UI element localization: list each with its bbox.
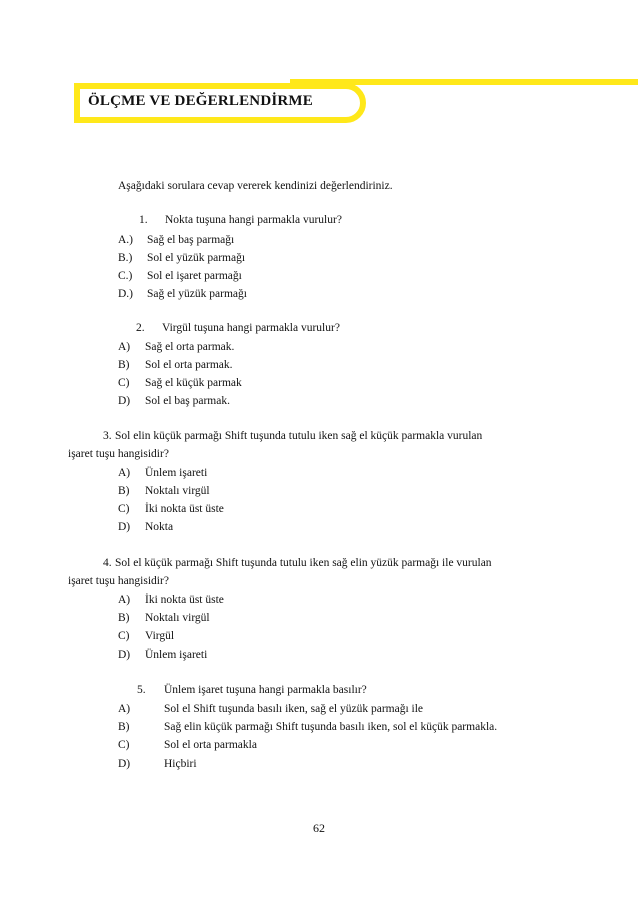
question-3-number: 3. (103, 430, 112, 442)
question-5-option-c-text: Sol el orta parmakla (164, 739, 257, 751)
question-2-option-c-key: C) (118, 377, 130, 389)
question-1-option-c-key: C.) (118, 270, 133, 282)
question-1-text: Nokta tuşuna hangi parmakla vurulur? (165, 214, 342, 226)
question-5-option-d-key: D) (118, 758, 131, 770)
question-1-option-a-text: Sağ el baş parmağı (147, 234, 235, 246)
question-4-option-c-key: C) (118, 630, 130, 642)
question-2-option-b-text: Sol el orta parmak. (145, 359, 233, 371)
question-2-text: Virgül tuşuna hangi parmakla vurulur? (162, 322, 340, 334)
question-3-option-d-text: Nokta (145, 521, 174, 533)
question-5-text: Ünlem işaret tuşuna hangi parmakla basılır? (164, 684, 367, 696)
question-1-option-b-key: B.) (118, 252, 133, 264)
question-3-option-c-text: İki nokta üst üste (145, 503, 224, 515)
question-4-option-c-text: Virgül (145, 630, 175, 642)
question-5-option-b-text: Sağ elin küçük parmağı Shift tuşunda basılı iken, sol el küçük parmakla. (164, 721, 498, 733)
question-1-option-a-key: A.) (118, 234, 134, 246)
question-3-option-c-key: C) (118, 503, 130, 515)
page-number: 62 (313, 821, 325, 835)
question-2-option-d-text: Sol el baş parmak. (145, 395, 230, 407)
question-4-text-continued: işaret tuşu hangisidir? (68, 575, 169, 587)
question-1-option-d-key: D.) (118, 288, 134, 300)
question-2-option-b-key: B) (118, 359, 130, 371)
question-1-option-d-text: Sağ el yüzük parmağı (147, 288, 247, 300)
question-4-option-d-text: Ünlem işareti (145, 649, 208, 661)
question-4-option-b-key: B) (118, 612, 130, 624)
question-2-option-c-text: Sağ el küçük parmak (145, 377, 242, 389)
question-5-option-b-key: B) (118, 721, 130, 733)
question-3-option-d-key: D) (118, 521, 131, 533)
question-4-option-d-key: D) (118, 649, 131, 661)
question-4-text: Sol el küçük parmağı Shift tuşunda tutulu iken sağ elin yüzük parmağı ile vurulan (115, 557, 492, 569)
question-4-number: 4. (103, 557, 112, 569)
page-title: ÖLÇME VE DEĞERLENDİRME (88, 93, 313, 109)
question-2-option-d-key: D) (118, 395, 131, 407)
question-3-option-a-text: Ünlem işareti (145, 467, 208, 479)
intro-text: Aşağıdaki sorulara cevap vererek kendinizi değerlendiriniz. (118, 180, 393, 192)
question-5-option-c-key: C) (118, 739, 130, 751)
question-4-option-a-key: A) (118, 594, 131, 606)
question-3-option-a-key: A) (118, 467, 131, 479)
question-3-text-continued: işaret tuşu hangisidir? (68, 448, 169, 460)
question-2-option-a-text: Sağ el orta parmak. (145, 341, 235, 353)
question-4-option-a-text: İki nokta üst üste (145, 594, 224, 606)
question-3-option-b-text: Noktalı virgül (145, 485, 210, 497)
question-4-option-b-text: Noktalı virgül (145, 612, 210, 624)
question-5-option-a-text: Sol el Shift tuşunda basılı iken, sağ el yüzük parmağı ile (164, 703, 424, 715)
question-5-option-a-key: A) (118, 703, 131, 715)
question-1-number: 1. (139, 214, 148, 226)
question-5-number: 5. (137, 684, 146, 696)
question-2-option-a-key: A) (118, 341, 131, 353)
question-5-option-d-text: Hiçbiri (164, 758, 197, 770)
question-3-text: Sol elin küçük parmağı Shift tuşunda tutulu iken sağ el küçük parmakla vurulan (115, 430, 483, 442)
question-3-option-b-key: B) (118, 485, 130, 497)
question-1-option-b-text: Sol el yüzük parmağı (147, 252, 246, 264)
question-1-option-c-text: Sol el işaret parmağı (147, 270, 242, 282)
question-2-number: 2. (136, 322, 145, 334)
